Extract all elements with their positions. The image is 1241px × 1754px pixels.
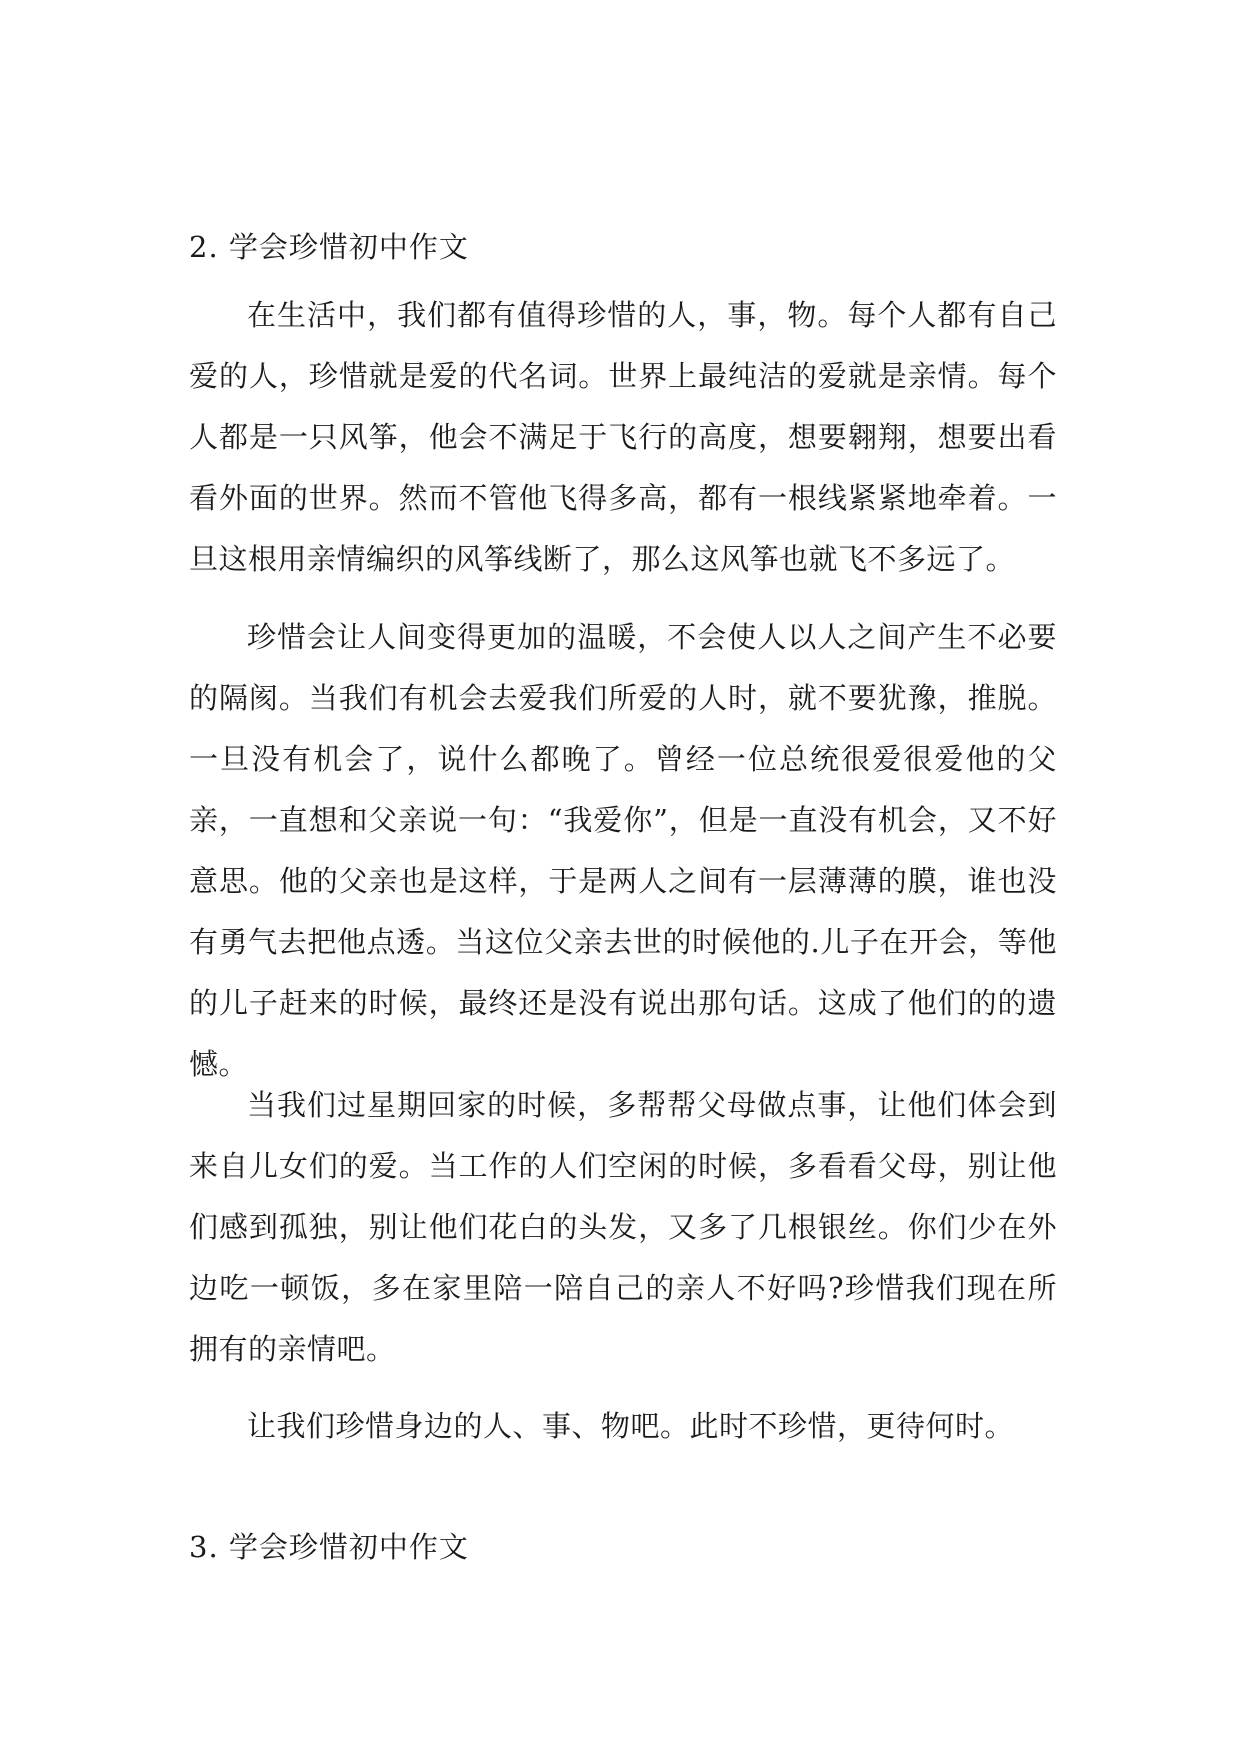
paragraph: 在生活中，我们都有值得珍惜的人，事，物。每个人都有自己爱的人，珍惜就是爱的代名词。世界上最纯洁的爱就是亲情。每个人都是一只风筝，他会不满足于飞行的高度，想要翱翔，想要出看看外面的世界。然而不管他飞得多高，都有一根线紧紧地牵着。一旦这根用亲情编织的风筝线断了，那么这风筝也就飞不多远了。 xyxy=(189,298,1057,576)
paragraph: 当我们过星期回家的时候，多帮帮父母做点事，让他们体会到来自儿女们的爱。当工作的人们空闲的时候，多看看父母，别让他们感到孤独，别让他们花白的头发，又多了几根银丝。你们少在外边吃一顿饭，多在家里陪一陪自己的亲人不好吗?珍惜我们现在所拥有的亲情吧。 xyxy=(189,1088,1057,1366)
section-title: 2. 学会珍惜初中作文 xyxy=(189,230,469,264)
paragraph: 让我们珍惜身边的人、事、物吧。此时不珍惜，更待何时。 xyxy=(247,1409,1015,1443)
section-title: 3. 学会珍惜初中作文 xyxy=(189,1530,469,1564)
paragraph: 珍惜会让人间变得更加的温暖，不会使人以人之间产生不必要的隔阂。当我们有机会去爱我们所爱的人时，就不要犹豫，推脱。一旦没有机会了，说什么都晚了。曾经一位总统很爱很爱他的父亲，一直想和父亲说一句：“我爱你”，但是一直没有机会，又不好意思。他的父亲也是这样，于是两人之间有一层薄薄的膜，谁也没有勇气去把他点透。当这位父亲去世的时候他的.儿子在开会，等他的儿子赶来的时候，最终还是没有说出那句话。这成了他们的的遗憾。 xyxy=(189,620,1057,1081)
